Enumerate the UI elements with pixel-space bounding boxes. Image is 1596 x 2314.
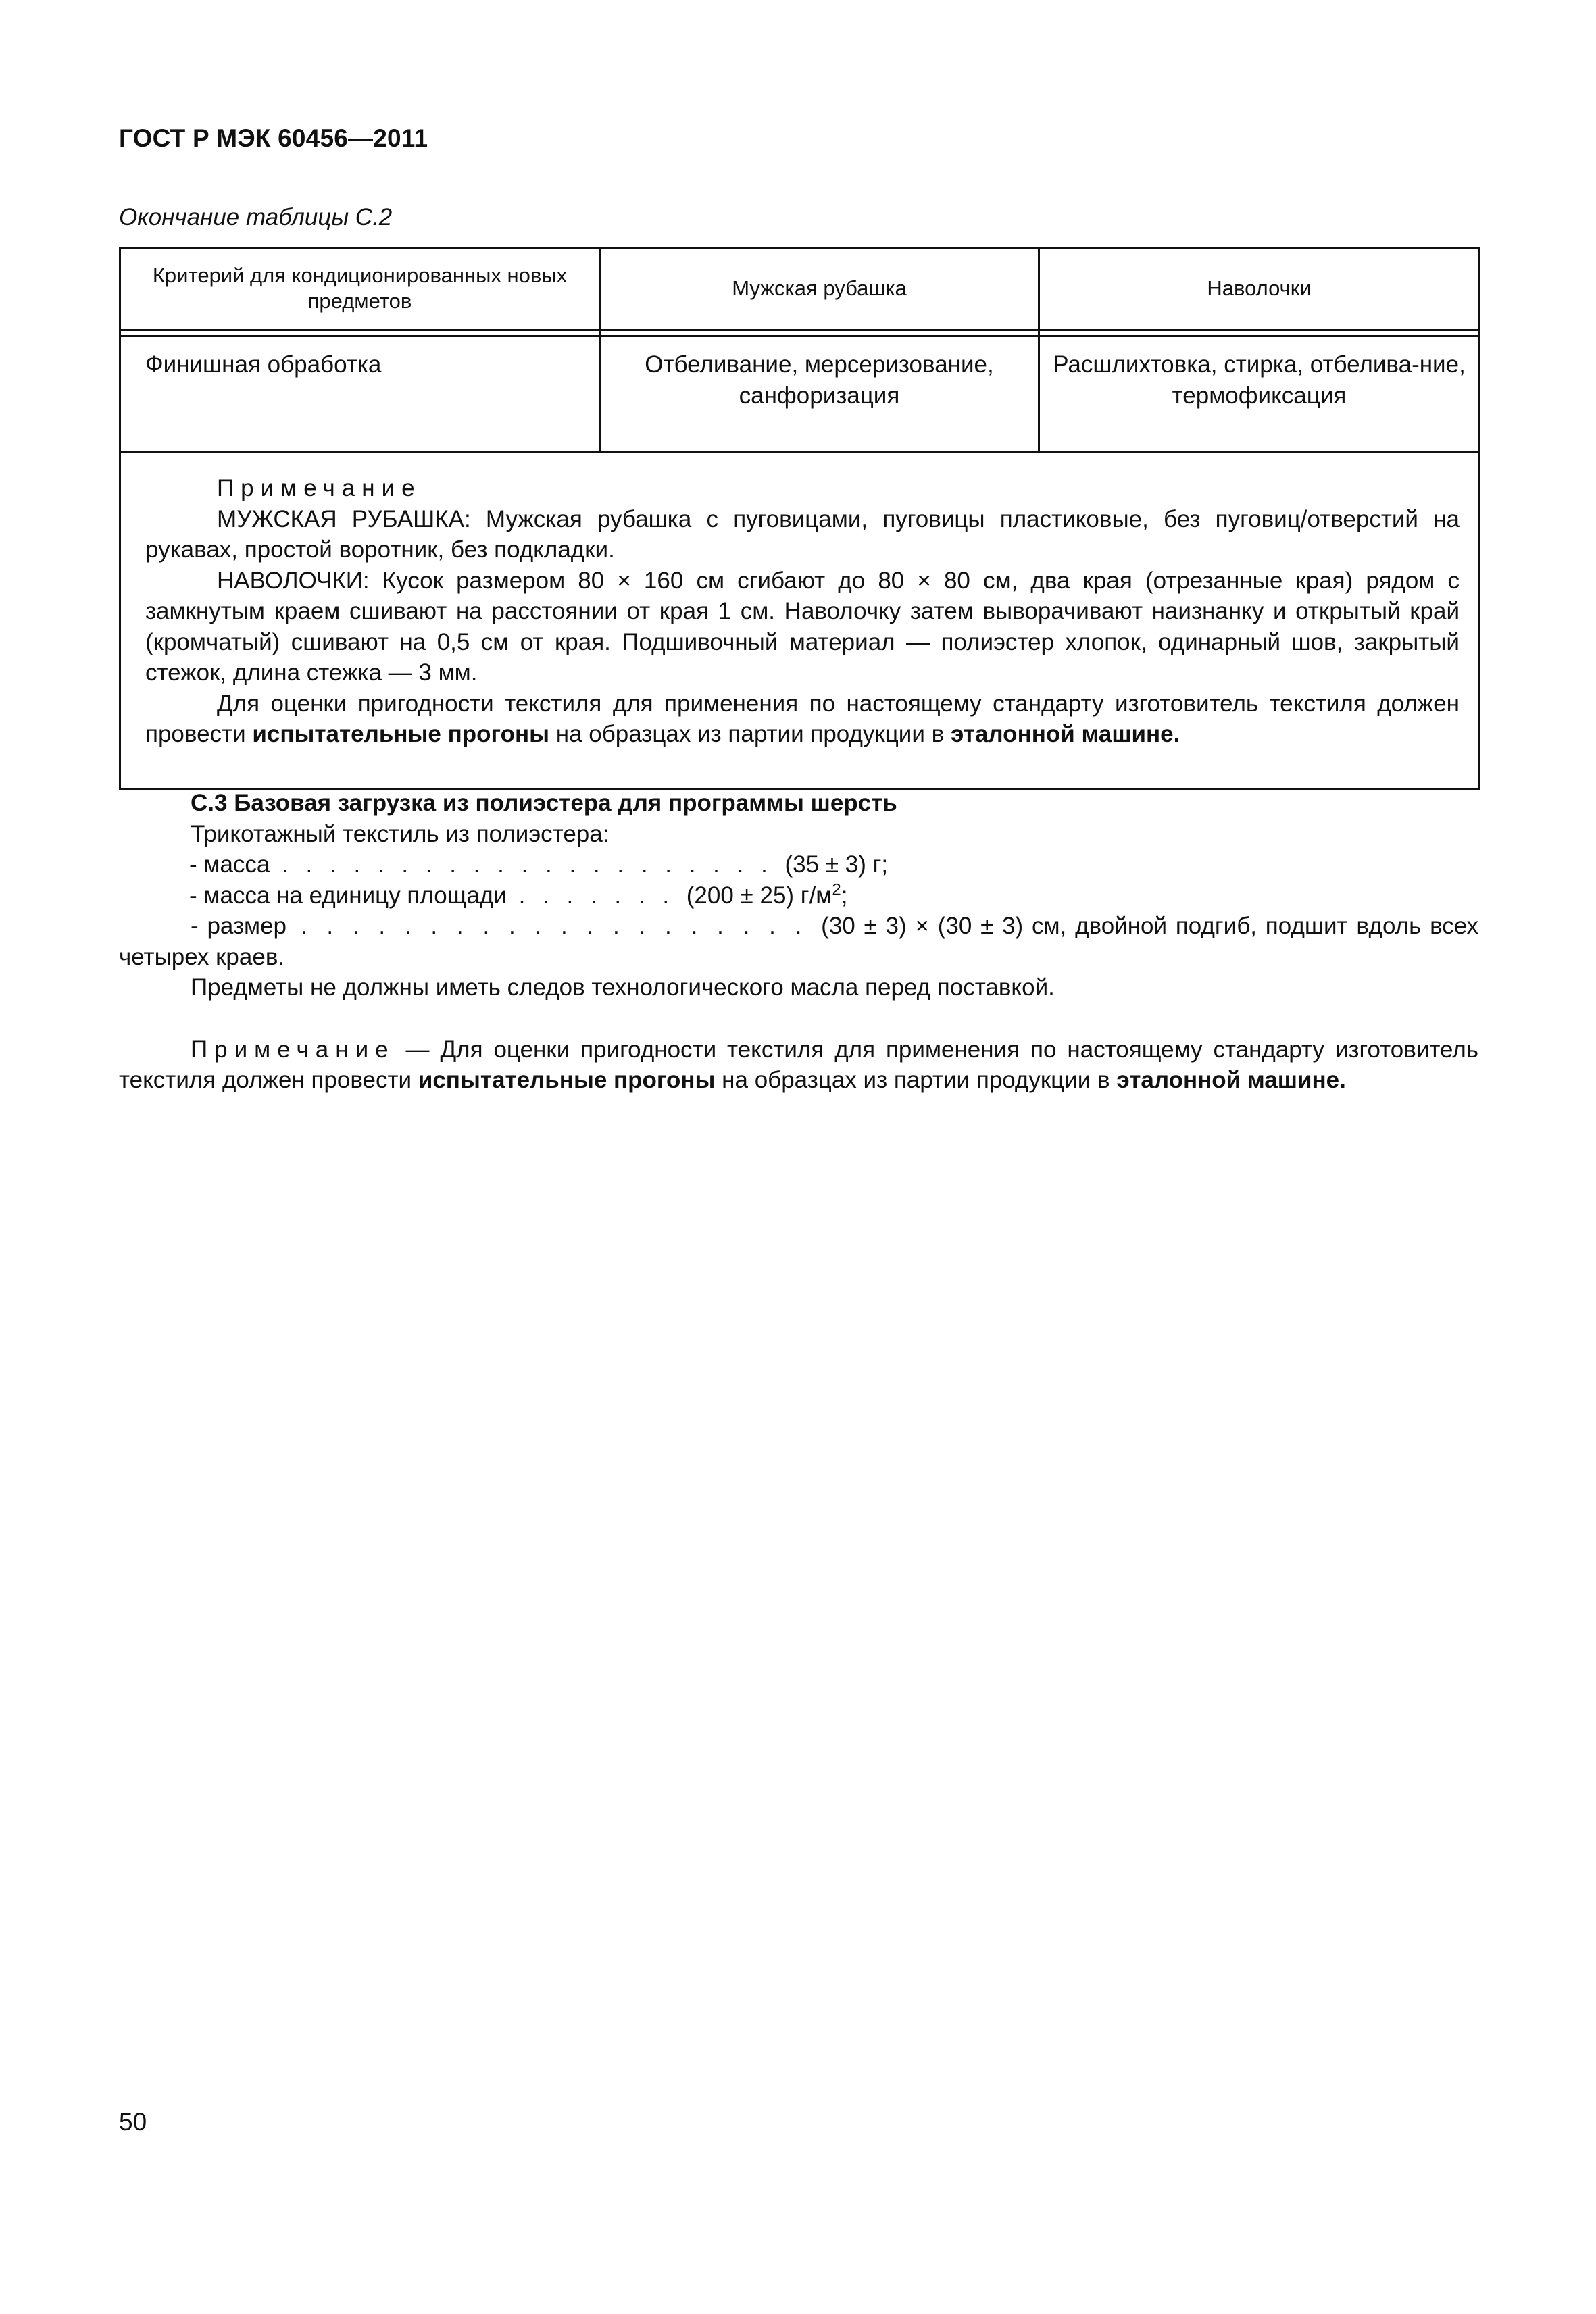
table-row bbox=[120, 336, 1480, 452]
document-header-title: ГОСТ Р МЭК 60456—2011 bbox=[119, 124, 428, 152]
header-shirt-label: Мужская рубашка bbox=[732, 276, 907, 300]
cell-shirt-finishing: Отбеливание, мерсеризование, санфоризация bbox=[600, 336, 1039, 452]
section-note-mid: на образцах из партии продукции в bbox=[715, 1067, 1117, 1093]
separator-cell bbox=[120, 330, 600, 336]
header-separator bbox=[120, 330, 1480, 336]
note-final-bold-runs: испытательные прогоны bbox=[252, 721, 549, 747]
table-header-row bbox=[120, 249, 1480, 330]
note-pillowcase: НАВОЛОЧКИ: Кусок размером 80 × 160 см сгибают до 80 × 80 см, два края (отрезанные края) рядом с замкнутым краем сшивают на расстоянии от края 1 см. Наволочку затем выворачивают наизнанку и открытый край (кромчатый) сшивают на 0,5 см от края. Подшивочный материал — полиэстер хлопок, одинарный шов, закрытый стежок, длина стежка — 3 мм. bbox=[145, 567, 1460, 686]
header-cell-shirt bbox=[600, 249, 1039, 330]
section-note-bold-runs: испытательные прогоны bbox=[418, 1067, 716, 1093]
item-areal-mass-sup: 2 bbox=[832, 880, 841, 899]
section-note-text: — Для оценки пригодности текстиля для применения по настоящему стандарту изготовитель текстиля должен провести bbox=[119, 1036, 1478, 1093]
section-paragraph: Предметы не должны иметь следов технологического масла перед поставкой. bbox=[191, 974, 1055, 1001]
note-final bbox=[145, 688, 1460, 750]
list-item-size bbox=[119, 911, 1478, 972]
item-areal-mass-value: (200 ± 25) г/м bbox=[686, 882, 832, 909]
cell-pillowcase-finishing: Расшлихтовка, стирка, отбелива-ние, термофиксация bbox=[1039, 336, 1480, 452]
section-heading-text: С.3 Базовая загрузка из полиэстера для программы шерсть bbox=[191, 790, 897, 816]
item-size-label: - размер bbox=[191, 913, 287, 939]
list-item-mass bbox=[119, 849, 1478, 880]
list-item-areal-mass bbox=[119, 880, 1478, 911]
note-final-text-a: Для оценки пригодности текстиля для применения по настоящему стандарту изготовитель текстиля должен провести bbox=[145, 690, 1460, 747]
table-note bbox=[120, 452, 1480, 789]
section-note-bold-machine: эталонной машине. bbox=[1116, 1067, 1346, 1093]
header-pillowcases-label: Наволочки bbox=[1207, 276, 1312, 300]
item-mass-label: - масса bbox=[189, 851, 270, 878]
header-cell-pillowcases bbox=[1039, 249, 1480, 330]
section-heading bbox=[119, 788, 1478, 819]
separator-cell bbox=[600, 330, 1039, 336]
section-c3 bbox=[119, 788, 1478, 1096]
item-areal-mass-dots: . . . . . . . bbox=[506, 882, 687, 909]
item-mass-dots: . . . . . . . . . . . . . . . . . . . . . bbox=[270, 851, 785, 878]
section-note-label: Примечание bbox=[191, 1036, 395, 1063]
note-final-bold-machine: эталонной машине. bbox=[950, 721, 1180, 747]
note-label: Примечание bbox=[217, 475, 422, 501]
cell-finishing: Финишная обработка bbox=[120, 336, 600, 452]
page-number: 50 bbox=[119, 2108, 147, 2136]
header-criterion-label: Критерий для кондиционированных новых предметов bbox=[152, 263, 568, 313]
item-size-dots: . . . . . . . . . . . . . . . . . . . . bbox=[286, 913, 822, 939]
spacer bbox=[119, 1003, 1478, 1034]
item-areal-mass-end: ; bbox=[841, 882, 848, 909]
item-areal-mass-label: - масса на единицу площади bbox=[189, 882, 507, 909]
table-c2 bbox=[119, 247, 1480, 790]
note-shirt: МУЖСКАЯ РУБАШКА: Мужская рубашка с пуговицами, пуговицы пластиковые, без пуговиц/отверстий на рукавах, простой воротник, без подкладки. bbox=[145, 505, 1460, 563]
item-size-value: (30 ± 3) × (30 ± 3) см, двойной подгиб, подшит вдоль всех четырех краев. bbox=[119, 913, 1478, 970]
header-cell-criterion bbox=[120, 249, 600, 330]
separator-cell bbox=[1039, 330, 1480, 336]
section-note bbox=[119, 1034, 1478, 1096]
table-note-row bbox=[120, 452, 1480, 789]
note-final-text-c: на образцах из партии продукции в bbox=[555, 721, 945, 747]
section-intro: Трикотажный текстиль из полиэстера: bbox=[191, 820, 609, 847]
table-caption: Окончание таблицы С.2 bbox=[119, 204, 393, 230]
item-mass-value: (35 ± 3) г; bbox=[784, 851, 889, 878]
